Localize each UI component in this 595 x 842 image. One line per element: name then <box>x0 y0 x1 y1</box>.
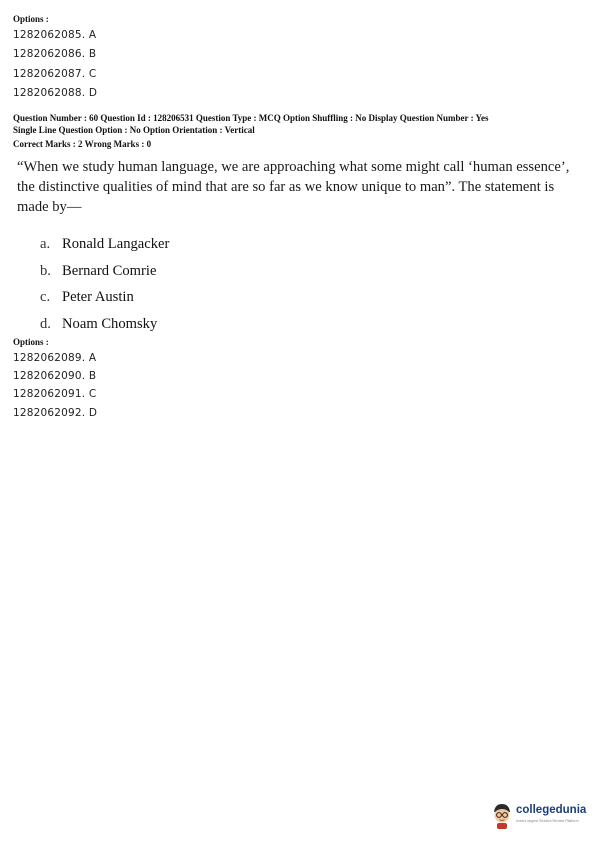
logo-brand: collegedunia <box>516 804 587 816</box>
choice-label: b. <box>40 262 51 279</box>
choice-text: Ronald Langacker <box>62 236 170 252</box>
question-meta-line2: Single Line Question Option : No Option Orientation : Vertical <box>13 124 255 135</box>
option-id: 1282062086. B <box>13 48 97 61</box>
choice-c <box>40 284 169 311</box>
choice-d <box>40 311 169 338</box>
choice-text: Bernard Comrie <box>62 262 157 279</box>
answer-choices <box>40 231 169 337</box>
option-id: 1282062091. C <box>13 388 97 401</box>
choice-label: a. <box>40 236 51 252</box>
options-heading: Options : <box>13 14 49 24</box>
option-id: 1282062088. D <box>13 86 98 99</box>
choice-label: d. <box>40 315 51 332</box>
logo-tagline: India's largest Student Review Platform <box>516 819 579 823</box>
question-text: “When we study human language, we are approaching what some might call ‘human essence’, the distinctive qualities of mind that are so far as we know unique to man”. The statement is made by— <box>17 159 570 215</box>
option-id: 1282062089. A <box>13 352 97 364</box>
question-marks: Correct Marks : 2 Wrong Marks : 0 <box>13 139 152 149</box>
option-id: 1282062092. D <box>13 406 98 419</box>
question-header <box>13 113 583 151</box>
choice-text: Noam Chomsky <box>62 315 158 332</box>
choice-text: Peter Austin <box>62 289 134 305</box>
options-heading: Options : <box>13 337 49 347</box>
choice-label: c. <box>40 289 51 305</box>
collegedunia-logo <box>490 800 590 832</box>
choice-b <box>40 258 169 285</box>
choice-a <box>40 231 169 258</box>
options-block <box>13 335 97 422</box>
option-id: 1282062090. B <box>13 370 97 383</box>
option-id: 1282062085. A <box>13 29 97 41</box>
option-id: 1282062087. C <box>13 67 97 80</box>
question-meta-line1: Question Number : 60 Question Id : 128206531 Question Type : MCQ Option Shuffling : No Display Question Number : Yes <box>13 113 489 123</box>
options-block-previous <box>13 12 97 103</box>
mascot-icon <box>490 802 514 830</box>
